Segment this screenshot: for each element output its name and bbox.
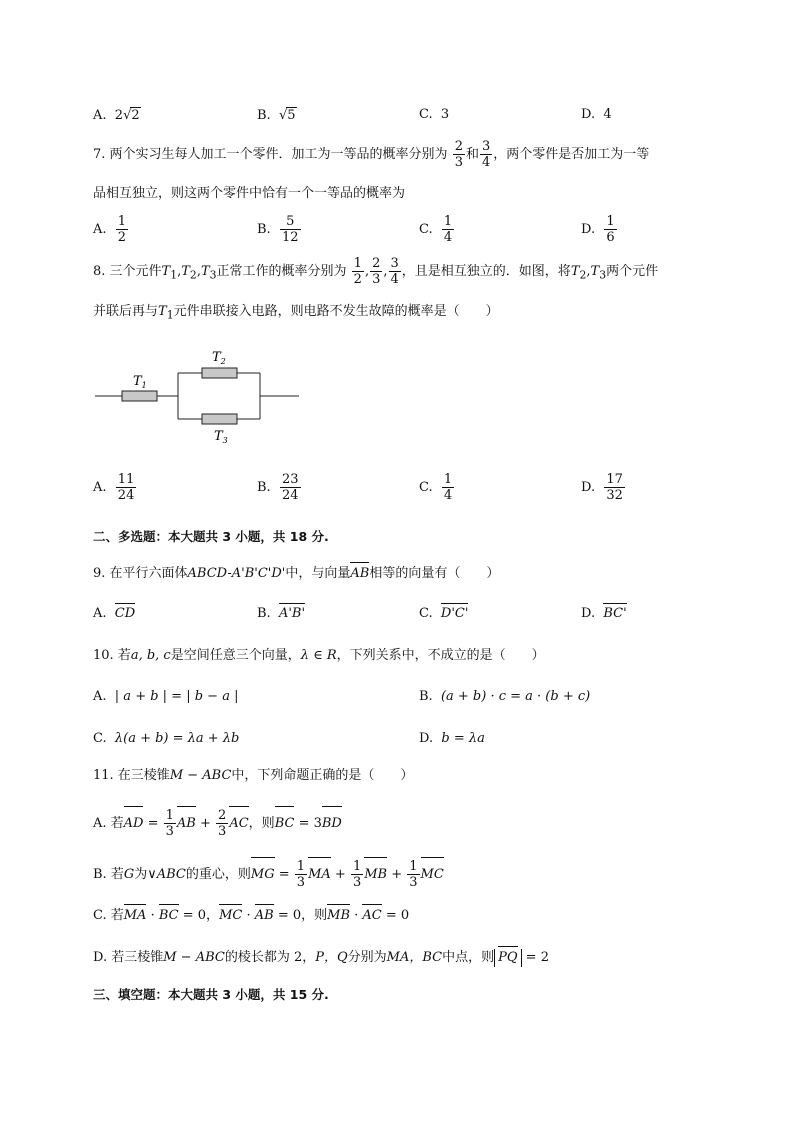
- q9-option-d: D. BC': [581, 606, 627, 621]
- q11-option-b: B. 若G为∨ABC的重心，则MG = $\frac{1}{3}$ MA + $\frac{1}{3}$ MB + $\frac{1}{3}$ MC: [93, 859, 444, 890]
- q7-option-d: D. $\frac{1}{6}$: [581, 214, 615, 245]
- t2-label: $T_2$: [212, 350, 226, 366]
- q10-option-c: C. λ(a + b) = λa + λb: [93, 731, 240, 746]
- q6-option-d: D. 4: [581, 107, 612, 122]
- q8-stem-line1: 8. 三个元件$T_1,T_2,T_3$正常工作的概率分别为 $\frac{1}{2}$ , $\frac{2}{3}$ , $\frac{3}{4}$ ，且是相互独立的．如图，将$T_2,T_3$两个元件: [93, 256, 659, 287]
- q11-option-d: D. 若三棱锥M − ABC的棱长都为 2，P，Q分别为MA，BC中点，则 PQ = 2: [93, 950, 549, 965]
- t3-component: [202, 414, 237, 424]
- q8-option-d: D. $\frac{17}{32}$: [581, 472, 623, 503]
- q10-option-a: A. | a + b | = | b − a |: [93, 689, 239, 704]
- q8-option-a: A. $\frac{11}{24}$: [93, 472, 135, 503]
- q6-option-b: B. √5: [257, 108, 296, 123]
- fraction: $\frac{3}{4}$: [481, 139, 491, 170]
- fraction: $\frac{2}{3}$: [454, 139, 463, 170]
- t3-label: $T_3$: [214, 429, 228, 445]
- t1-component: [122, 391, 157, 401]
- q7-option-a: A. $\frac{1}{2}$: [93, 214, 127, 245]
- t1-label: $T_1$: [133, 374, 147, 390]
- q9-option-c: C. D'C': [419, 606, 469, 621]
- q9-option-b: B. A'B': [257, 606, 306, 621]
- q11-option-c: C. 若MA · BC = 0，MC · AB = 0，则MB · AC = 0: [93, 908, 410, 923]
- section-2-heading: 二、多选题：本大题共 3 小题，共 18 分.: [93, 529, 329, 544]
- q7-option-c: C. $\frac{1}{4}$: [419, 214, 453, 245]
- circuit-diagram: [95, 345, 305, 445]
- q9-option-a: A. CD: [93, 606, 136, 621]
- q11-stem: 11. 在三棱锥M − ABC中，下列命题正确的是（ ）: [93, 768, 414, 783]
- q7-stem-line1: 7. 两个实习生每人加工一个零件．加工为一等品的概率分别为 $\frac{2}{3}$ 和 $\frac{3}{4}$ ，两个零件是否加工为一等: [93, 139, 650, 170]
- section-3-heading: 三、填空题：本大题共 3 小题，共 15 分.: [93, 987, 329, 1002]
- q8-option-c: C. $\frac{1}{4}$: [419, 472, 453, 503]
- q8-stem-line2: 并联后再与$T_1$元件串联接入电路，则电路不发生故障的概率是（ ）: [93, 304, 499, 322]
- q9-stem: 9. 在平行六面体ABCD-A'B'C'D'中，与向量AB相等的向量有（ ）: [93, 566, 500, 581]
- q8-option-b: B. $\frac{23}{24}$: [257, 472, 299, 503]
- q11-option-a: A. 若AD = $\frac{1}{3}$ AB + $\frac{2}{3}$ AC，则BC = 3BD: [93, 808, 342, 839]
- q6-option-a: A. 2√2: [93, 108, 140, 123]
- t2-component: [202, 368, 237, 378]
- q10-option-b: B. (a + b) · c = a · (b + c): [419, 689, 591, 704]
- q10-option-d: D. b = λa: [419, 731, 485, 746]
- q7-option-b: B. $\frac{5}{12}$: [257, 214, 299, 245]
- q7-stem-line2: 品相互独立，则这两个零件中恰有一个一等品的概率为: [93, 186, 406, 201]
- q6-option-c: C. 3: [419, 107, 450, 122]
- q10-stem: 10. 若a, b, c是空间任意三个向量，λ ∈ R，下列关系中，不成立的是（ ）: [93, 648, 545, 663]
